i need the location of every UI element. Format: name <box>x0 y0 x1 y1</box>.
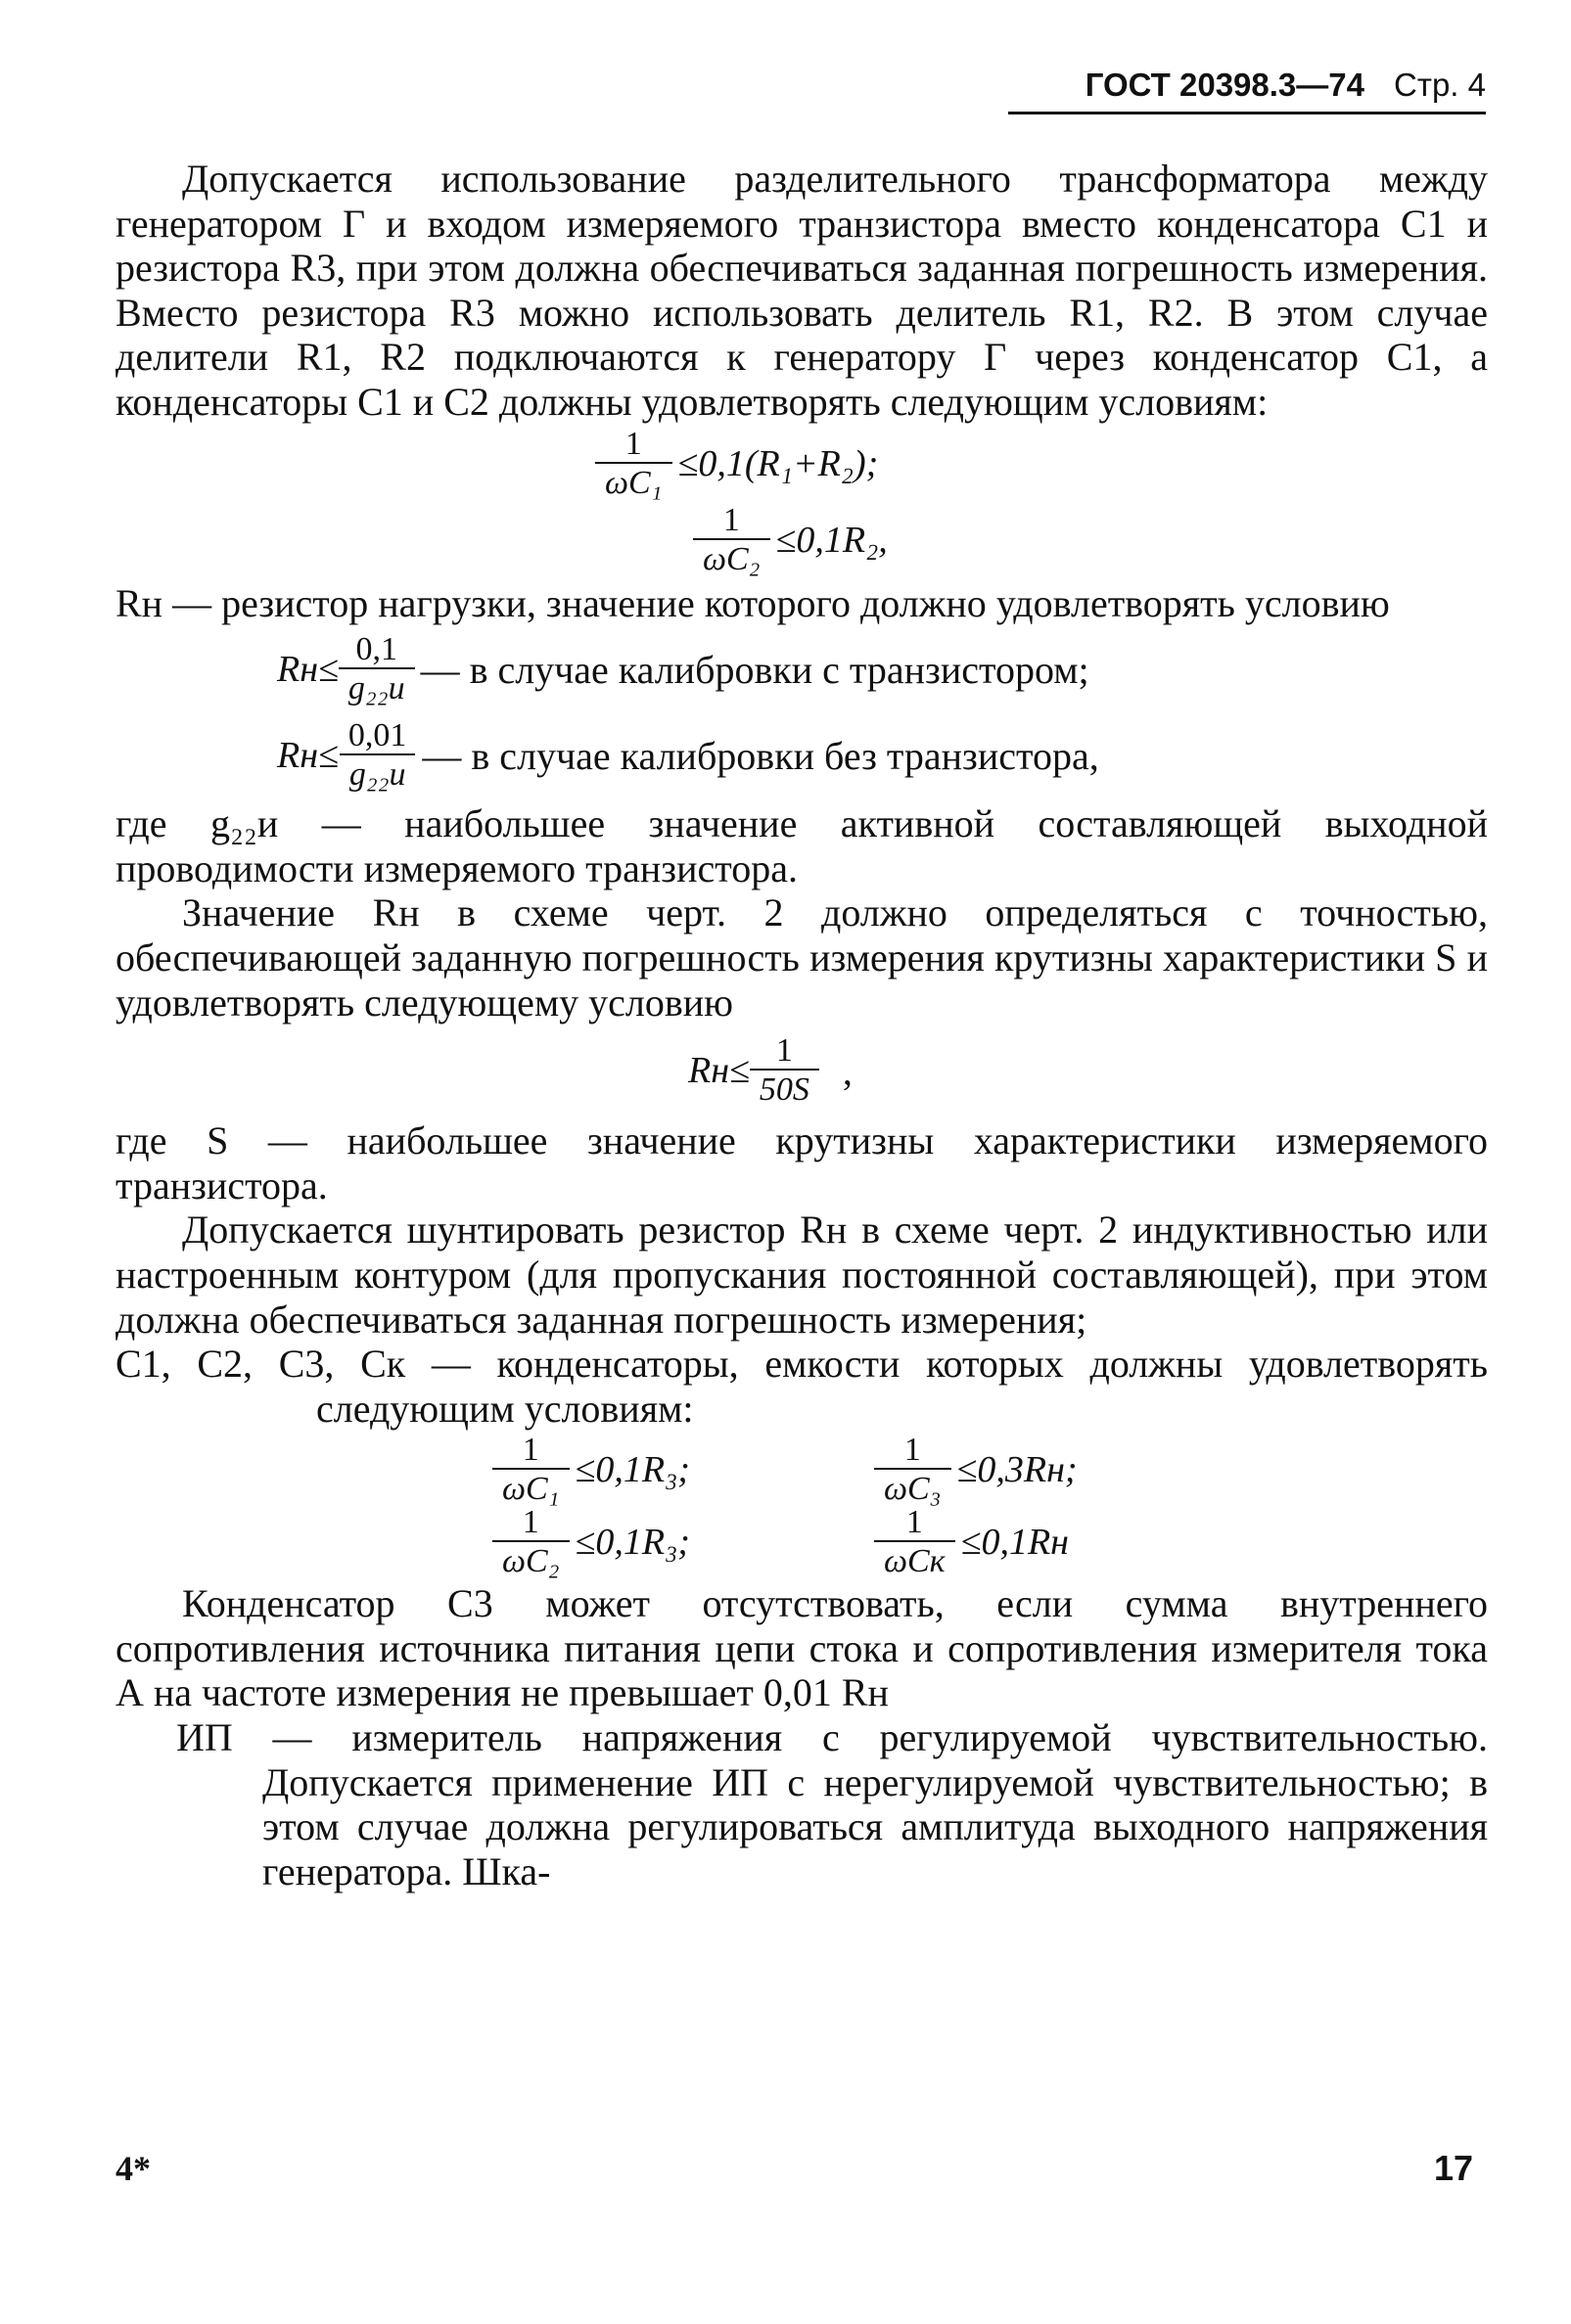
formula-calibration-with-transistor: Rн≤ $\frac{0,1}{\text{g₂₂и}}$ — в случае калибровки с транзистором; <box>277 631 1089 707</box>
fraction: $\frac{1}{50S}$ <box>750 1033 819 1110</box>
paragraph-g22-definition: где g₂₂и — наибольшее значение активной составляющей выходной проводимости измеряемого транзистора. <box>116 801 1488 890</box>
paragraph-capacitors: С1, С2, С3, Ск — конденсаторы, емкости которых должны удовлетворять следующим условиям: <box>116 1342 1488 1431</box>
footer-signature-mark: 4* <box>116 2149 151 2188</box>
paragraph-s-definition: где S — наибольшее значение крутизны характеристики измеряемого транзистора. <box>116 1118 1488 1208</box>
formula-condition-c2: $\frac{1}{\text{ωC₂}}$ ≤0,1R₂, <box>116 505 1488 577</box>
formula-c3-rn: $\frac{1}{\text{ωC₃}}$ ≤0,3Rн; <box>874 1438 1197 1503</box>
paragraph-transformer: Допускается использование разделительного трансформатора между генератором Г и входом измеряемого транзистора вместо конденсатора С1 и резистора R3, при этом должна обеспечиваться заданная погрешность измерения. Вместо резистора R3 можно использовать делитель R1, R2. В этом случае делители R1, R2 подключаются к генератору Г через конденсатор С1, а конденсаторы С1 и С2 должны удовлетворять следующим условиям: <box>116 157 1488 424</box>
formula-condition-c1: $\frac{1}{\text{ωC₁}}$ ≤0,1(R₁+R₂); <box>116 429 1488 501</box>
page-header <box>1008 67 1486 114</box>
paragraph-c3-absent: Конденсатор С3 может отсутствовать, если сумма внутреннего сопротивления источника питания цепи стока и сопротивления измерителя тока А на частоте измерения не превышает 0,01 Rн <box>116 1581 1488 1715</box>
fraction: $\frac{0,01}{\text{g₂₂и}}$ <box>339 718 417 795</box>
fraction: $\frac{1}{\text{ωC₂}}$ <box>693 503 770 579</box>
capacitor-conditions <box>116 1432 1488 1580</box>
formula-calibration-without-transistor: Rн≤ $\frac{0,01}{\text{g₂₂и}}$ — в случае калибровки без транзистора, <box>277 717 1099 794</box>
paragraph-shunt: Допускается шунтировать резистор Rн в схеме черт. 2 индуктивностью или настроенным контуром (для пропускания постоянной составляющей), при этом должна обеспечиваться заданная погрешность измерения; <box>116 1208 1488 1342</box>
footer-page-number: 17 <box>1434 2148 1474 2188</box>
formula-ck-rn: $\frac{1}{\text{ωCк}}$ ≤0,1Rн <box>874 1511 1197 1575</box>
formula-c2-r3: $\frac{1}{\text{ωC₂}}$ ≤0,1R₃; <box>492 1511 874 1575</box>
formula-c1-r3: $\frac{1}{\text{ωC₁}}$ ≤0,1R₃; <box>492 1438 874 1503</box>
fraction: $\frac{1}{\text{ωC₁}}$ <box>595 427 672 503</box>
standard-number: ГОСТ 20398.3—74 <box>1085 67 1364 103</box>
paragraph-load-resistor: Rн — резистор нагрузки, значение которого должно удовлетворять условию <box>116 580 1390 625</box>
fraction: $\frac{0,1}{\text{g₂₂и}}$ <box>339 632 415 708</box>
header-page-label: Стр. 4 <box>1394 67 1486 103</box>
paragraph-rn-value: Значение Rн в схеме черт. 2 должно определяться с точностью, обеспечивающей заданную погрешность измерения крутизны характеристики S и удовлетворять следующему условию <box>116 890 1488 1025</box>
document-body <box>116 157 1488 1893</box>
formula-rn-50s: Rн≤ $\frac{1}{50S}$ , <box>688 1032 853 1109</box>
paragraph-voltage-meter: ИП — измеритель напряжения с регулируемой чувствительностью. Допускается применение ИП с нерегулируемой чувствительностью; в этом случае должна регулироваться амплитуда выходного напряжения генератора. Шка- <box>176 1715 1488 1893</box>
